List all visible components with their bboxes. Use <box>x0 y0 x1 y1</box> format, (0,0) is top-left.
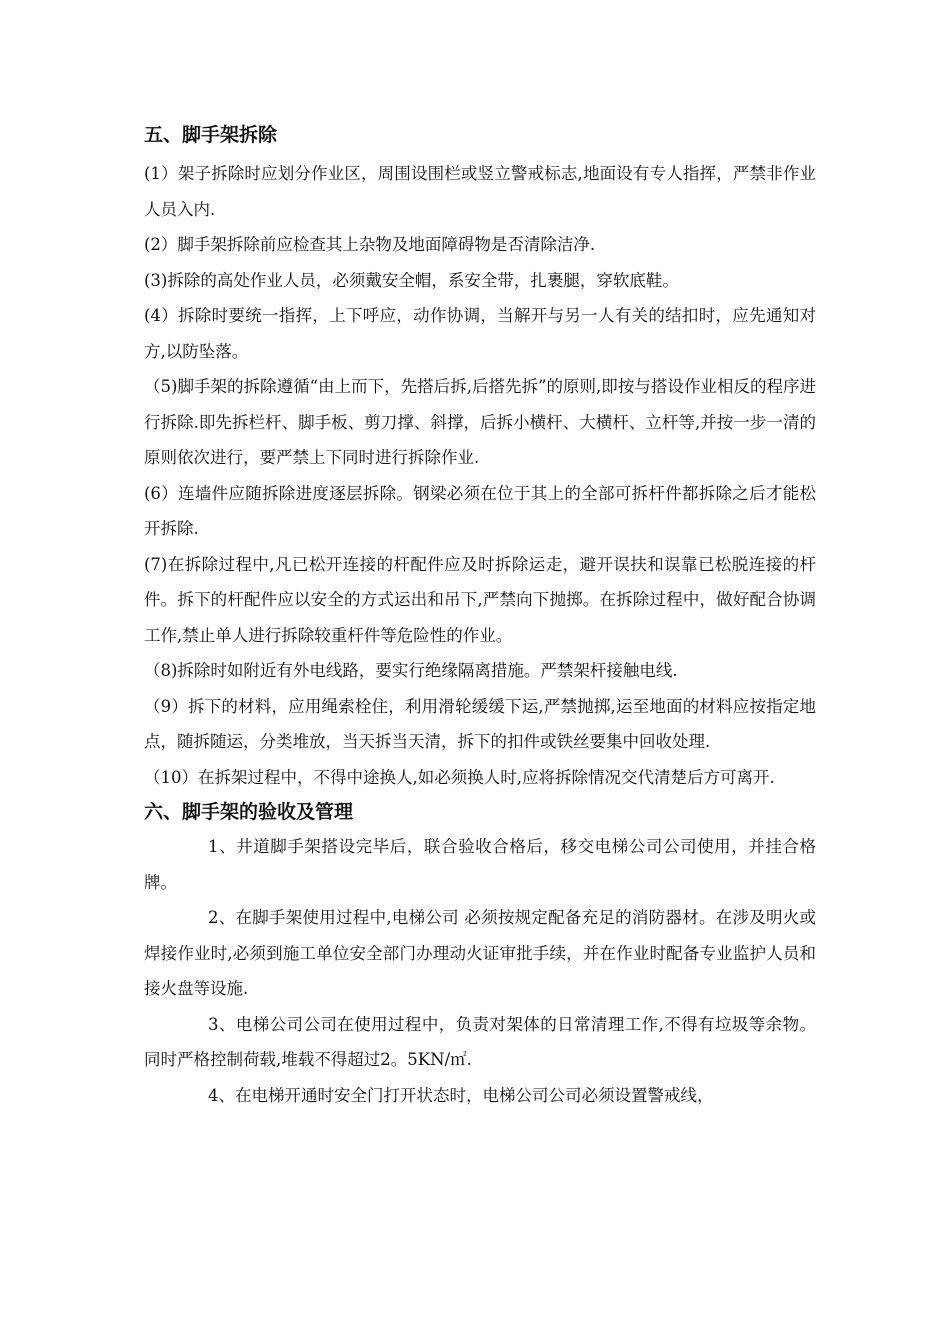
document-body <box>144 116 816 1113</box>
section5-item-4: (4）拆除时要统一指挥，上下呼应，动作协调，当解开与另一人有关的结扣时，应先通知对方,以防坠落。 <box>144 306 816 361</box>
section5-item-6: (6）连墙件应随拆除进度逐层拆除。钢梁必须在位于其上的全部可拆杆件都拆除之后才能松开拆除. <box>144 483 816 538</box>
section5-item-7: (7)在拆除过程中,凡已松开连接的杆配件应及时拆除运走，避开误扶和误靠已松脱连接的杆件。拆下的杆配件应以安全的方式运出和吊下,严禁向下抛掷。在拆除过程中，做好配合协调工作,禁止单人进行拆除较重杆件等危险性的作业。 <box>144 554 816 645</box>
section5-item-8: （8)拆除时如附近有外电线路，要实行绝缘隔离措施。严禁架杆接触电线. <box>144 661 678 680</box>
section5-item-9: （9）拆下的材料，应用绳索栓住，利用滑轮缓缓下运,严禁抛掷,运至地面的材料应按指定地点，随拆随运，分类堆放，当天拆当天清，拆下的扣件或铁丝要集中回收处理. <box>144 696 816 751</box>
section6-item-4: 4、在电梯开通时安全门打开状态时，电梯公司公司必须设置警戒线， <box>208 1085 714 1105</box>
section5-item-1: (1）架子拆除时应划分作业区，周围设围栏或竖立警戒标志,地面设有专人指挥，严禁非作业人员入内. <box>144 164 816 219</box>
section6-item-2: 2、在脚手架使用过程中,电梯公司 必须按规定配备充足的消防器材。在涉及明火或焊接作业时,必须到施工单位安全部门办理动火证审批手续，并在作业时配备专业监护人员和接火盘等设施. <box>144 908 816 998</box>
section5-item-10: （10）在拆架过程中，不得中途换人,如必须换人时,应将拆除情况交代清楚后方可离开. <box>144 767 775 787</box>
section5-item-3: (3)拆除的高处作业人员，必须戴安全帽，系安全带，扎裹腿，穿软底鞋。 <box>144 270 679 290</box>
section-heading-scaffold-dismantling: 五、脚手架拆除 <box>144 124 278 146</box>
section5-item-5: （5)脚手架的拆除遵循“由上而下，先搭后拆,后搭先拆”的原则,即按与搭设作业相反的程序进行拆除.即先拆栏杆、脚手板、剪刀撑、斜撑，后拆小横杆、大横杆、立杆等,并按一步一清的原则依次进行，要严禁上下同时进行拆除作业. <box>144 377 816 467</box>
section6-item-3: 3、电梯公司公司在使用过程中，负责对架体的日常清理工作,不得有垃圾等余物。同时严格控制荷载,堆载不得超过2。5KN/㎡. <box>144 1014 816 1069</box>
section5-item-2: (2）脚手架拆除前应检查其上杂物及地面障碍物是否清除洁净. <box>144 235 596 254</box>
section-heading-acceptance-management: 六、脚手架的验收及管理 <box>144 801 354 823</box>
section6-item-1: 1、井道脚手架搭设完毕后，联合验收合格后，移交电梯公司公司使用，并挂合格牌。 <box>144 837 816 892</box>
